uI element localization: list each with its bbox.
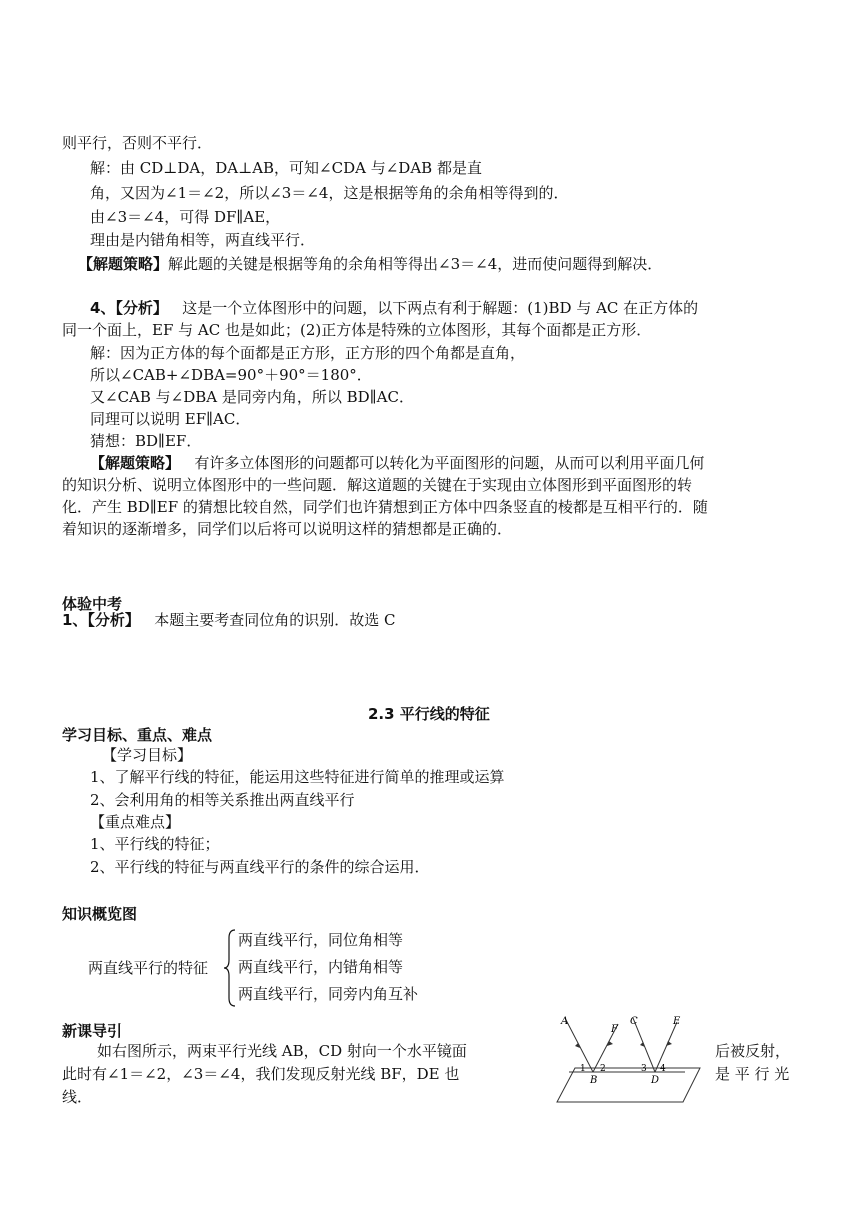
goal-tag: 【学习目标】 <box>102 746 193 764</box>
goal-item: 1、了解平行线的特征，能运用这些特征进行简单的推理或运算 <box>90 768 505 786</box>
label-2: 2 <box>600 1064 606 1074</box>
text-line: 又∠CAB 与∠DBA 是同旁内角，所以 BD∥AC． <box>90 388 414 406</box>
analysis-line <box>90 298 698 318</box>
label-f: F <box>611 1024 618 1035</box>
intro-line: 如右图所示，两束平行光线 AB，CD 射向一个水平镜面 <box>97 1042 467 1060</box>
overview-heading: 知识概览图 <box>62 905 138 923</box>
text-line: 角，又因为∠1＝∠2，所以∠3＝∠4，这是根据等角的余角相等得到的． <box>90 184 569 202</box>
key-item: 1、平行线的特征； <box>90 835 220 853</box>
analysis-tag: 4、【分析】 <box>90 299 168 317</box>
text-line: 同理可以说明 EF∥AC． <box>90 410 251 428</box>
strategy-tag: 【解题策略】 <box>90 454 181 472</box>
text-line: 所以∠CAB+∠DBA=90°＋90°＝180°． <box>90 366 372 384</box>
analysis-text: 本题主要考查同位角的识别．故选 C <box>154 611 396 629</box>
brace-item: 两直线平行，同旁内角互补 <box>238 985 419 1003</box>
intro-heading: 新课导引 <box>62 1022 123 1040</box>
intro-line: 此时有∠1＝∠2，∠3＝∠4，我们发现反射光线 BF，DE 也 <box>62 1065 460 1083</box>
label-4: 4 <box>660 1064 666 1074</box>
label-a: A <box>561 1016 569 1027</box>
label-d: D <box>651 1075 660 1086</box>
reflection-figure <box>535 1010 705 1110</box>
brace-root-label: 两直线平行的特征 <box>88 959 209 977</box>
key-tag: 【重点难点】 <box>90 813 181 831</box>
text-line: 解：因为正方体的每个面都是正方形，正方形的四个角都是直角， <box>90 344 526 362</box>
analysis-tag: 1、【分析】 <box>62 611 140 629</box>
strategy-text: 解此题的关键是根据等角的余角相等得出∠3＝∠4，进而使问题得到解决． <box>168 255 663 273</box>
label-3: 3 <box>641 1064 647 1074</box>
label-c: C <box>630 1016 638 1027</box>
goals-heading: 学习目标、重点、难点 <box>62 726 213 744</box>
analysis-text: 这是一个立体图形中的问题，以下两点有利于解题：(1)BD 与 AC 在正方体的 <box>182 299 699 317</box>
text-line: 着知识的逐渐增多，同学们以后将可以说明这样的猜想都是正确的． <box>62 520 513 538</box>
text-line: 同一个面上，EF 与 AC 也是如此；(2)正方体是特殊的立体图形，其每个面都是正方形． <box>62 321 652 339</box>
key-item: 2、平行线的特征与两直线平行的条件的综合运用． <box>90 858 430 876</box>
curly-brace <box>223 928 237 1008</box>
goal-item: 2、会利用角的相等关系推出两直线平行 <box>90 791 355 809</box>
text-line: 猜想：BD∥EF． <box>90 432 202 450</box>
strategy-line <box>90 453 704 473</box>
strategy-line <box>78 254 662 274</box>
intro-line-tail: 后被反射， <box>715 1042 791 1060</box>
text-line: 化．产生 BD∥EF 的猜想比较自然，同学们也许猜想到正方体中四条竖直的棱都是互相平行的．随 <box>62 498 708 516</box>
text-line: 理由是内错角相等，两直线平行． <box>90 231 316 249</box>
exam-heading: 体验中考 <box>62 595 123 613</box>
intro-line: 线． <box>62 1088 93 1106</box>
text-line: 则平行，否则不平行． <box>62 134 213 152</box>
text-line: 的知识分析、说明立体图形中的一些问题．解这道题的关键在于实现由立体图形到平面图形的转 <box>62 476 693 494</box>
strategy-text: 有许多立体图形的问题都可以转化为平面图形的问题，从而可以利用平面几何 <box>194 454 705 472</box>
label-1: 1 <box>580 1064 586 1074</box>
label-b: B <box>590 1075 598 1086</box>
text-line: 由∠3＝∠4，可得 DF∥AE， <box>90 208 281 226</box>
text-line: 解：由 CD⊥DA，DA⊥AB，可知∠CDA 与∠DAB 都是直 <box>90 159 482 177</box>
brace-item: 两直线平行，同位角相等 <box>238 931 404 949</box>
exam-line <box>62 610 396 630</box>
brace-item: 两直线平行，内错角相等 <box>238 958 404 976</box>
strategy-tag: 【解题策略】 <box>78 255 169 273</box>
intro-line-tail: 是 平 行 光 <box>715 1065 790 1083</box>
section-title: 2.3 平行线的特征 <box>368 705 490 723</box>
label-e: E <box>673 1016 681 1027</box>
